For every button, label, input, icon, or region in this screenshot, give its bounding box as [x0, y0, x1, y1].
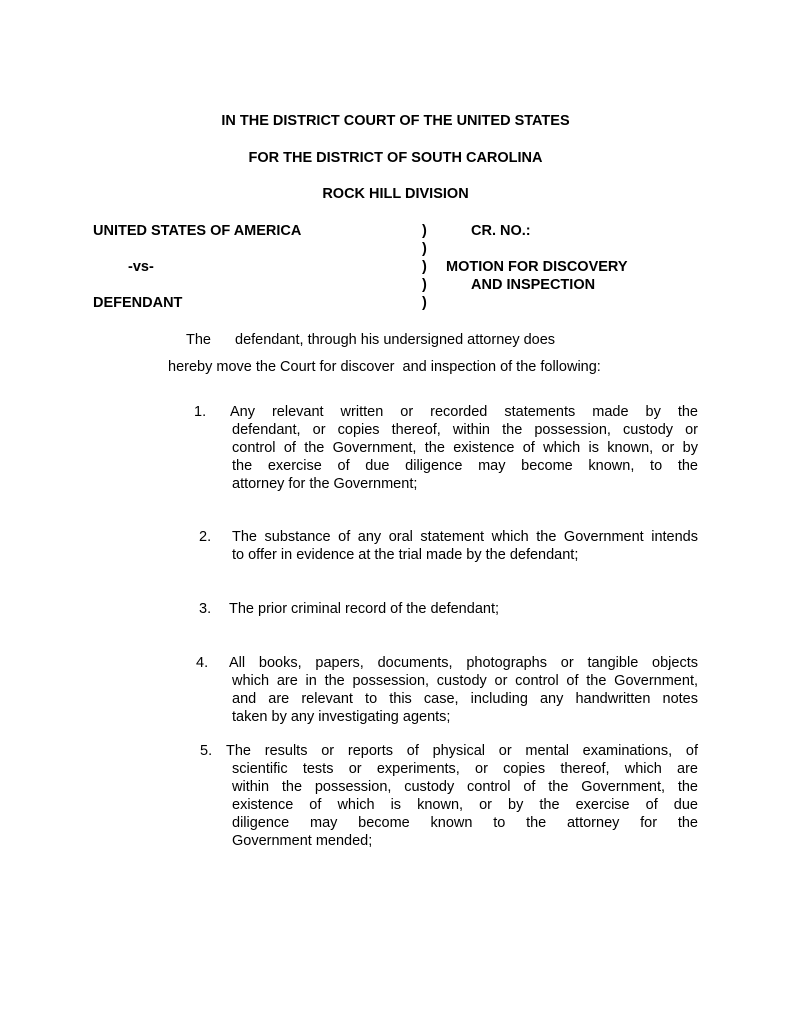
- item-3-text: The prior criminal record of the defendant;: [229, 601, 499, 617]
- item-4-line: taken by any investigating agents;: [232, 709, 451, 725]
- defendant-name: DEFENDANT: [93, 295, 183, 311]
- item-2-line: to offer in evidence at the trial made by the defendant;: [232, 547, 579, 563]
- item-1-line: control of the Government, the existence of which is known, or by: [232, 440, 698, 456]
- caption-paren-2: ): [422, 241, 427, 257]
- motion-title-line2: AND INSPECTION: [471, 277, 596, 293]
- item-1-line: Any relevant written or recorded statements made by the: [230, 404, 698, 420]
- case-number-label: CR. NO.:: [471, 223, 531, 239]
- item-1-line: defendant, or copies thereof, within the possession, custody or: [232, 422, 698, 438]
- item-2-number: 2.: [199, 529, 212, 545]
- court-heading: IN THE DISTRICT COURT OF THE UNITED STATES: [221, 113, 570, 129]
- item-1-text: [232, 403, 698, 493]
- item-1-line: the exercise of due diligence may become known, to the: [232, 458, 698, 474]
- caption-paren-1: ): [422, 223, 427, 239]
- caption-paren-3: ): [422, 259, 427, 275]
- item-5-number: 5.: [200, 743, 213, 759]
- division-heading: ROCK HILL DIVISION: [322, 186, 469, 202]
- versus-label: -vs-: [128, 259, 154, 275]
- item-1-line: attorney for the Government;: [232, 476, 418, 492]
- item-2-line: The substance of any oral statement which the Government intends: [232, 529, 698, 545]
- item-4-number: 4.: [196, 655, 209, 671]
- item-4-line: and are relevant to this case, including any handwritten notes: [232, 691, 698, 707]
- item-5-line: diligence may become known to the attorney for the: [232, 815, 698, 831]
- item-4-text: [229, 654, 698, 726]
- intro-line2: hereby move the Court for discover and inspection of the following:: [168, 359, 601, 375]
- caption-paren-4: ): [422, 277, 427, 293]
- item-5-line: Government mended;: [232, 833, 373, 849]
- plaintiff-name: UNITED STATES OF AMERICA: [93, 223, 302, 239]
- intro-the: The: [186, 332, 211, 348]
- item-2-text: [232, 528, 698, 564]
- motion-title-line1: MOTION FOR DISCOVERY: [446, 259, 628, 275]
- item-3-number: 3.: [199, 601, 212, 617]
- item-5-line: within the possession, custody control of the Government, the: [232, 779, 698, 795]
- item-4-line: which are in the possession, custody or control of the Government,: [232, 673, 698, 689]
- item-5-line: scientific tests or experiments, or copies thereof, which are: [232, 761, 698, 777]
- item-5-text: [226, 742, 698, 850]
- district-heading: FOR THE DISTRICT OF SOUTH CAROLINA: [248, 150, 543, 166]
- intro-line1: defendant, through his undersigned attorney does: [235, 332, 556, 348]
- item-1-number: 1.: [194, 404, 207, 420]
- item-4-line: All books, papers, documents, photographs or tangible objects: [229, 655, 698, 671]
- item-5-line: existence of which is known, or by the exercise of due: [232, 797, 698, 813]
- caption-paren-5: ): [422, 295, 427, 311]
- item-5-line: The results or reports of physical or mental examinations, of: [226, 743, 698, 759]
